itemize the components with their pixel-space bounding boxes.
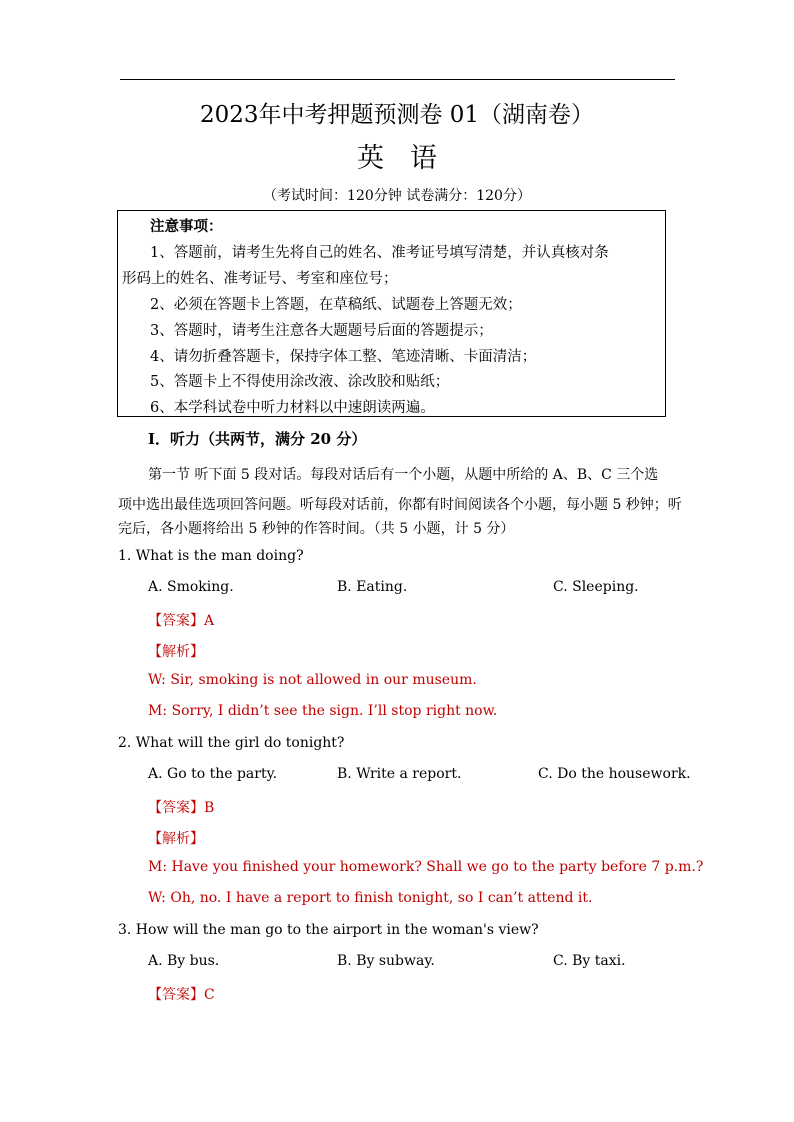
notice-line: 6、本学科试卷中听力材料以中速朗读两遍。 [150, 400, 435, 416]
notice-line: 5、答题卡上不得使用涂改液、涂改胶和贴纸； [150, 374, 450, 390]
option-a: A. Go to the party. [148, 766, 278, 782]
header-rule [120, 79, 675, 80]
option-c: C. By taxi. [553, 953, 626, 969]
subject-title: 英语 [357, 143, 463, 174]
option-a: A. By bus. [148, 953, 220, 969]
question-stem: 2. What will the girl do tonight? [118, 735, 345, 751]
notice-line: 3、答题时，请考生注意各大题题号后面的答题提示； [150, 323, 493, 339]
notice-line: 2、必须在答题卡上答题，在草稿纸、试题卷上答题无效； [150, 297, 522, 313]
option-b: B. Write a report. [337, 766, 462, 782]
instruction-line: 第一节 听下面 5 段对话。每段对话后有一个小题，从题中所给的 A、B、C 三个选 [148, 467, 659, 483]
exam-title: 2023年中考押题预测卷 01（湖南卷） [199, 102, 595, 128]
option-c: C. Sleeping. [553, 579, 639, 595]
notice-line: 形码上的姓名、准考证号、考室和座位号； [122, 271, 398, 287]
option-a: A. Smoking. [148, 579, 234, 595]
transcript-line: M: Have you finished your homework? Shall we go to the party before 7 p.m.? [148, 859, 704, 875]
option-b: B. Eating. [337, 579, 408, 595]
answer-label: 【答案】A [148, 613, 215, 629]
answer-label: 【答案】C [148, 987, 215, 1003]
option-c: C. Do the housework. [538, 766, 691, 782]
instruction-line: 项中选出最佳选项回答问题。听每段对话前，你都有时间阅读各个小题，每小题 5 秒钟；听 [118, 497, 682, 513]
transcript-line: M: Sorry, I didn’t see the sign. I’ll stop right now. [148, 703, 498, 719]
notice-box [117, 210, 666, 417]
analysis-label: 【解析】 [148, 644, 204, 660]
exam-time-info: （考试时间：120分钟 试卷满分：120分） [263, 188, 531, 204]
answer-label: 【答案】B [148, 800, 215, 816]
instruction-line: 完后，各小题将给出 5 秒钟的作答时间。（共 5 小题，计 5 分） [118, 521, 515, 537]
notice-line: 4、请勿折叠答题卡，保持字体工整、笔迹清晰、卡面清洁； [150, 349, 537, 365]
question-stem: 3. How will the man go to the airport in the woman's view? [118, 922, 539, 938]
analysis-label: 【解析】 [148, 831, 204, 847]
notice-title: 注意事项： [150, 218, 223, 235]
option-b: B. By subway. [337, 953, 435, 969]
question-stem: 1. What is the man doing? [118, 548, 304, 564]
transcript-line: W: Oh, no. I have a report to finish tonight, so I can’t attend it. [148, 890, 593, 906]
section-heading: I．听力（共两节，满分 20 分） [148, 430, 367, 448]
transcript-line: W: Sir, smoking is not allowed in our museum. [148, 672, 477, 688]
notice-line: 1、答题前，请考生先将自己的姓名、准考证号填写清楚，并认真核对条 [150, 245, 609, 261]
